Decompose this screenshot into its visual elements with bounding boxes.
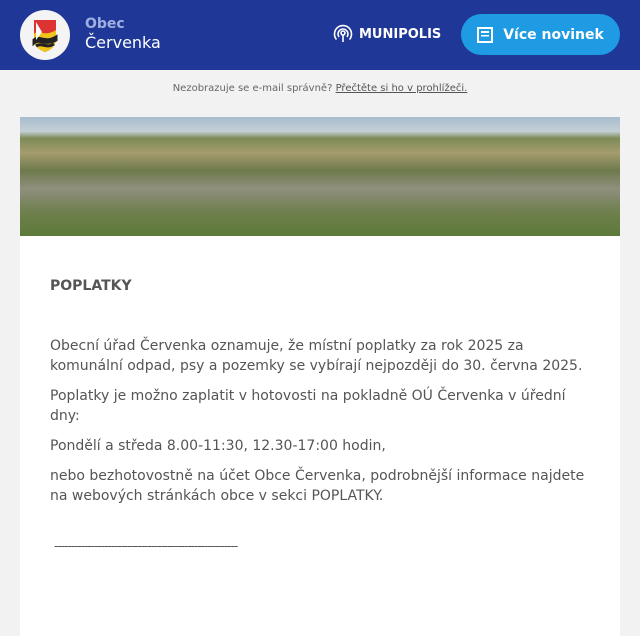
newspaper-icon bbox=[477, 27, 493, 43]
munipolis-logo[interactable] bbox=[333, 24, 441, 44]
view-in-browser-link[interactable]: Přečtěte si ho v prohlížeči. bbox=[335, 83, 468, 94]
village-aerial-photo bbox=[20, 117, 620, 236]
more-news-button[interactable] bbox=[461, 14, 620, 55]
munipolis-label: MUNIPOLIS bbox=[359, 26, 442, 42]
article bbox=[20, 236, 620, 636]
notice-text: Nezobrazuje se e-mail správně? bbox=[172, 83, 333, 94]
coat-of-arms-logo[interactable] bbox=[20, 10, 70, 60]
org-label: Obec bbox=[85, 16, 125, 32]
organization-name bbox=[85, 16, 161, 52]
article-paragraph: nebo bezhotovostně na účet Obce Červenka, podrobnější informace najdete na webových stránkách obce v sekci POPLATKY. bbox=[50, 468, 585, 504]
separator-line: ------------------------------------------------------- bbox=[54, 539, 238, 553]
article-paragraph: Obecní úřad Červenka oznamuje, že místní poplatky za rok 2025 za komunální odpad, psy a pozemky se vybírají nejpozději do 30. června 2025. bbox=[50, 338, 583, 374]
article-paragraph: Poplatky je možno zaplatit v hotovosti na pokladně OÚ Červenka v úřední dny: bbox=[50, 388, 566, 424]
header bbox=[0, 0, 640, 70]
broadcast-icon bbox=[333, 24, 353, 44]
article-title: POPLATKY bbox=[50, 278, 132, 294]
article-paragraph: Pondělí a středa 8.00-11:30, 12.30-17:00 hodin, bbox=[50, 438, 386, 454]
org-name: Červenka bbox=[85, 33, 161, 52]
view-in-browser-notice bbox=[0, 70, 640, 117]
more-news-label: Více novinek bbox=[503, 26, 604, 43]
